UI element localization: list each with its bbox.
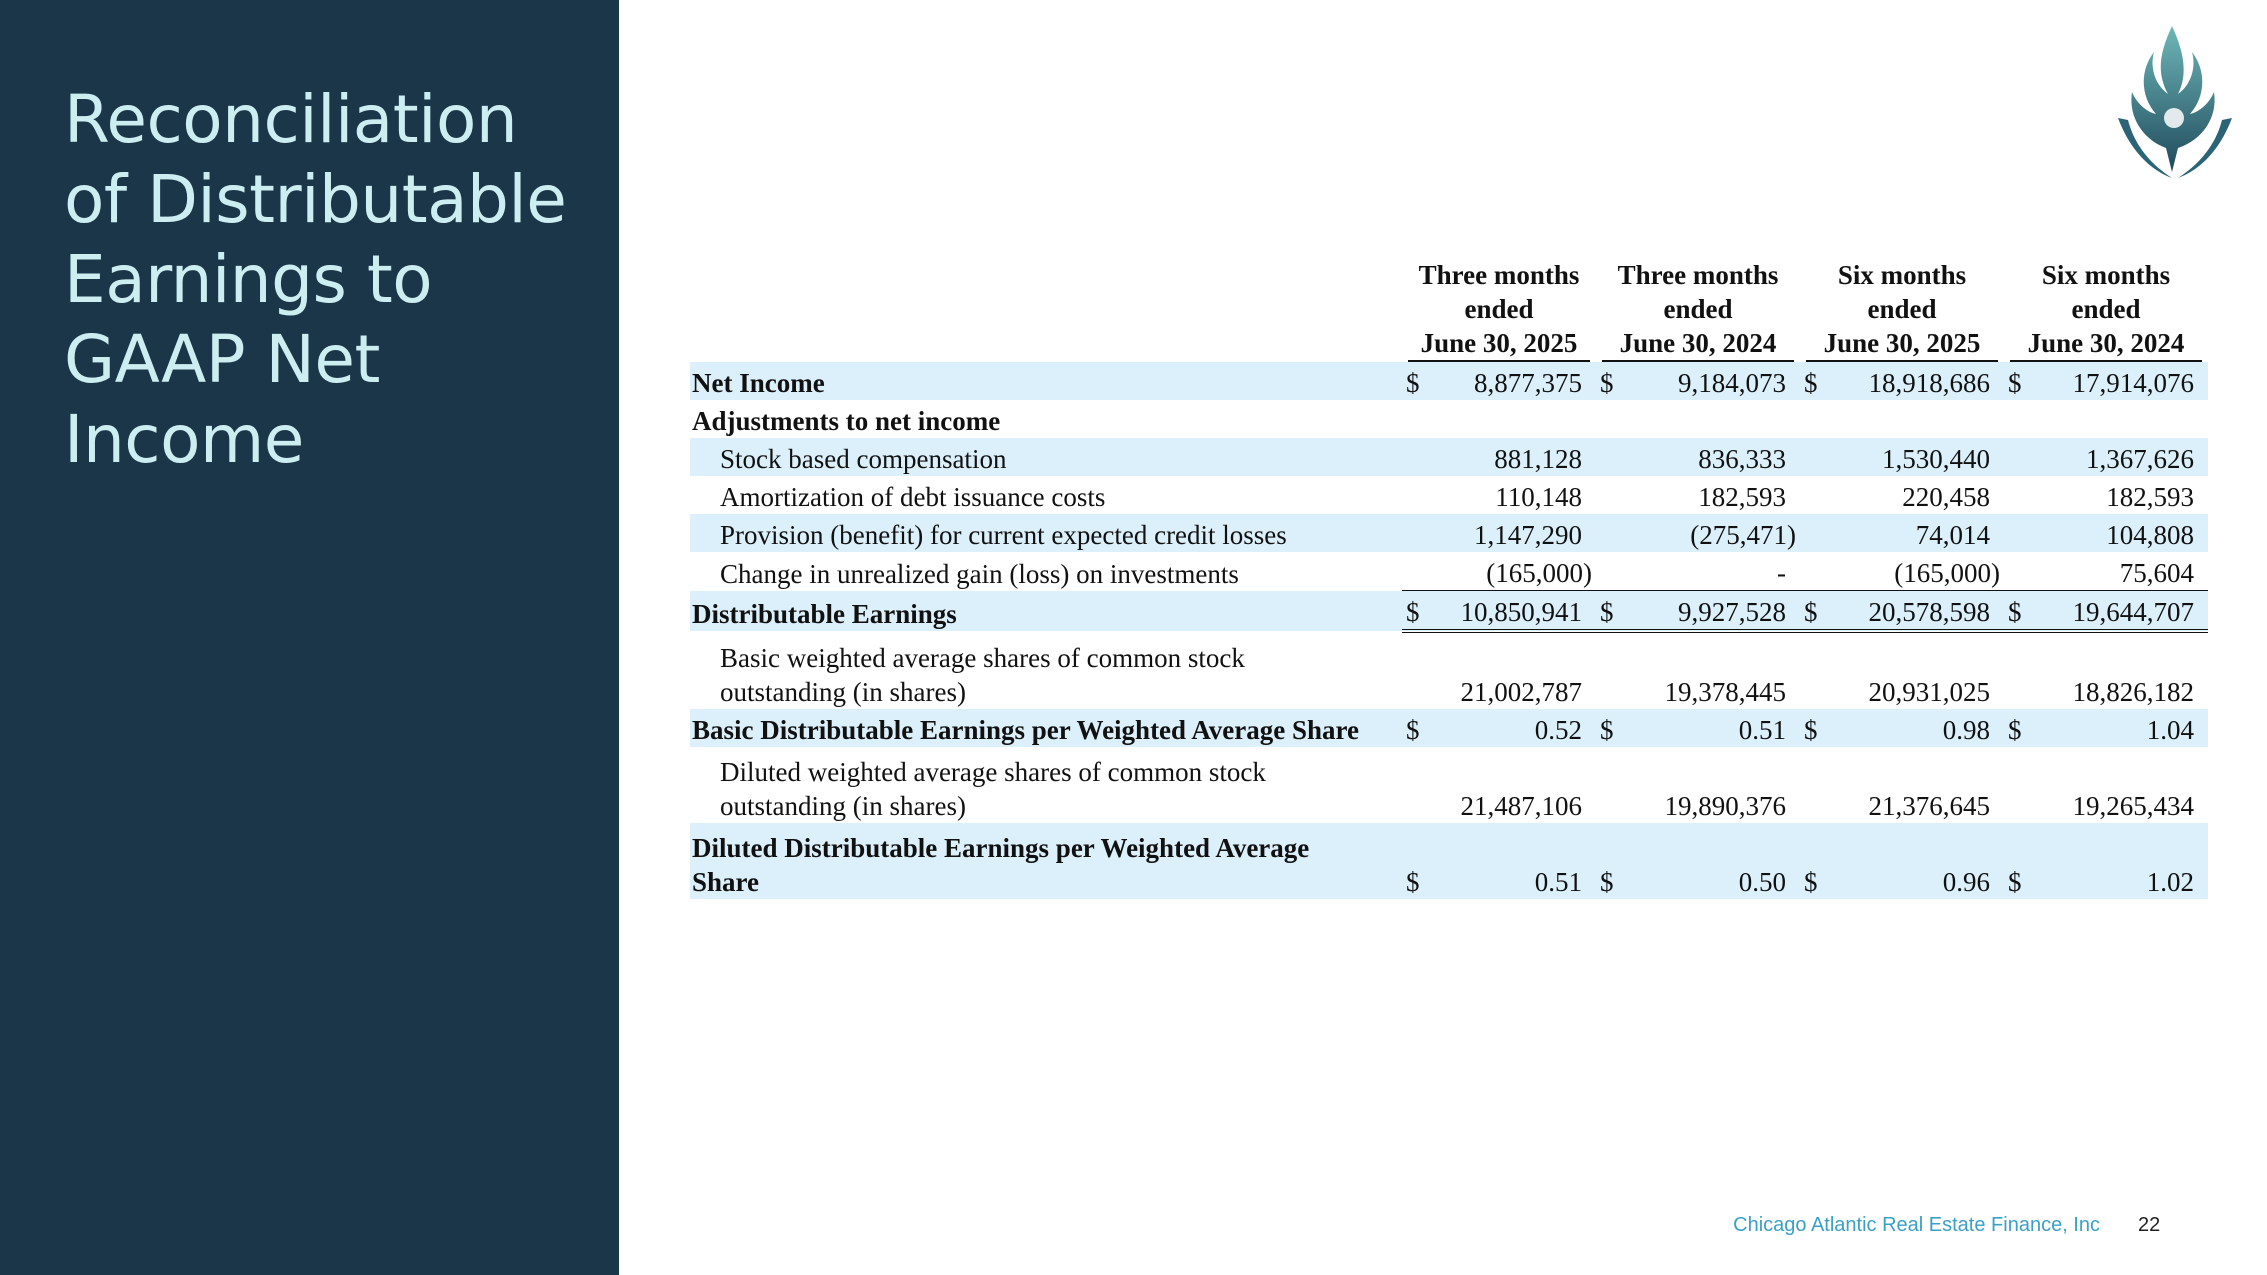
table-row: Diluted weighted average shares of common stock outstanding (in shares) 21,487,106 19,890,376 21,376,645 19,265,434 [720, 757, 2194, 821]
table-row: Amortization of debt issuance costs 110,148 182,593 220,458 182,593 [720, 482, 2194, 512]
table-row: Basic Distributable Earnings per Weighted Average Share $ 0.52 $ 0.51 $ 0.98 $ 1.04 [690, 709, 2208, 747]
column-header: Six months ended June 30, 2024 [2004, 250, 2208, 362]
table-header-row [690, 250, 2208, 362]
footer-company-name: Chicago Atlantic Real Estate Finance, Inc [1733, 1214, 2100, 1236]
reconciliation-table [690, 250, 2208, 899]
sidebar-panel [0, 0, 619, 1275]
table-row: Provision (benefit) for current expected credit losses 1,147,290 (275,471) 74,014 104,808 [690, 514, 2208, 552]
page-number: 22 [2138, 1214, 2161, 1236]
table-row: Distributable Earnings $ 10,850,941 $ 9,927,528 $ 20,578,598 $ 19,644,707 [690, 591, 2208, 632]
table-row: Adjustments to net income [692, 406, 1001, 436]
column-header: Three months ended June 30, 2025 [1402, 250, 1596, 362]
slide-title: Reconciliation of Distributable Earnings to GAAP Net Income [64, 81, 567, 478]
table-row: Basic weighted average shares of common stock outstanding (in shares) 21,002,787 19,378,445 20,931,025 18,826,182 [720, 643, 2194, 707]
column-header: Six months ended June 30, 2025 [1800, 250, 2004, 362]
table-row: Diluted Distributable Earnings per Weighted Average Share $ 0.51 $ 0.50 $ 0.96 $ 1.02 [690, 823, 2208, 899]
table-row: Stock based compensation 881,128 836,333 1,530,440 1,367,626 [690, 438, 2208, 476]
table-row: Change in unrealized gain (loss) on investments (165,000) - (165,000) 75,604 [690, 552, 2208, 591]
table-row: Net Income $ 8,877,375 $ 9,184,073 $ 18,918,686 $ 17,914,076 [690, 362, 2208, 400]
column-header: Three months ended June 30, 2024 [1596, 250, 1800, 362]
flame-logo-icon [2110, 22, 2240, 182]
